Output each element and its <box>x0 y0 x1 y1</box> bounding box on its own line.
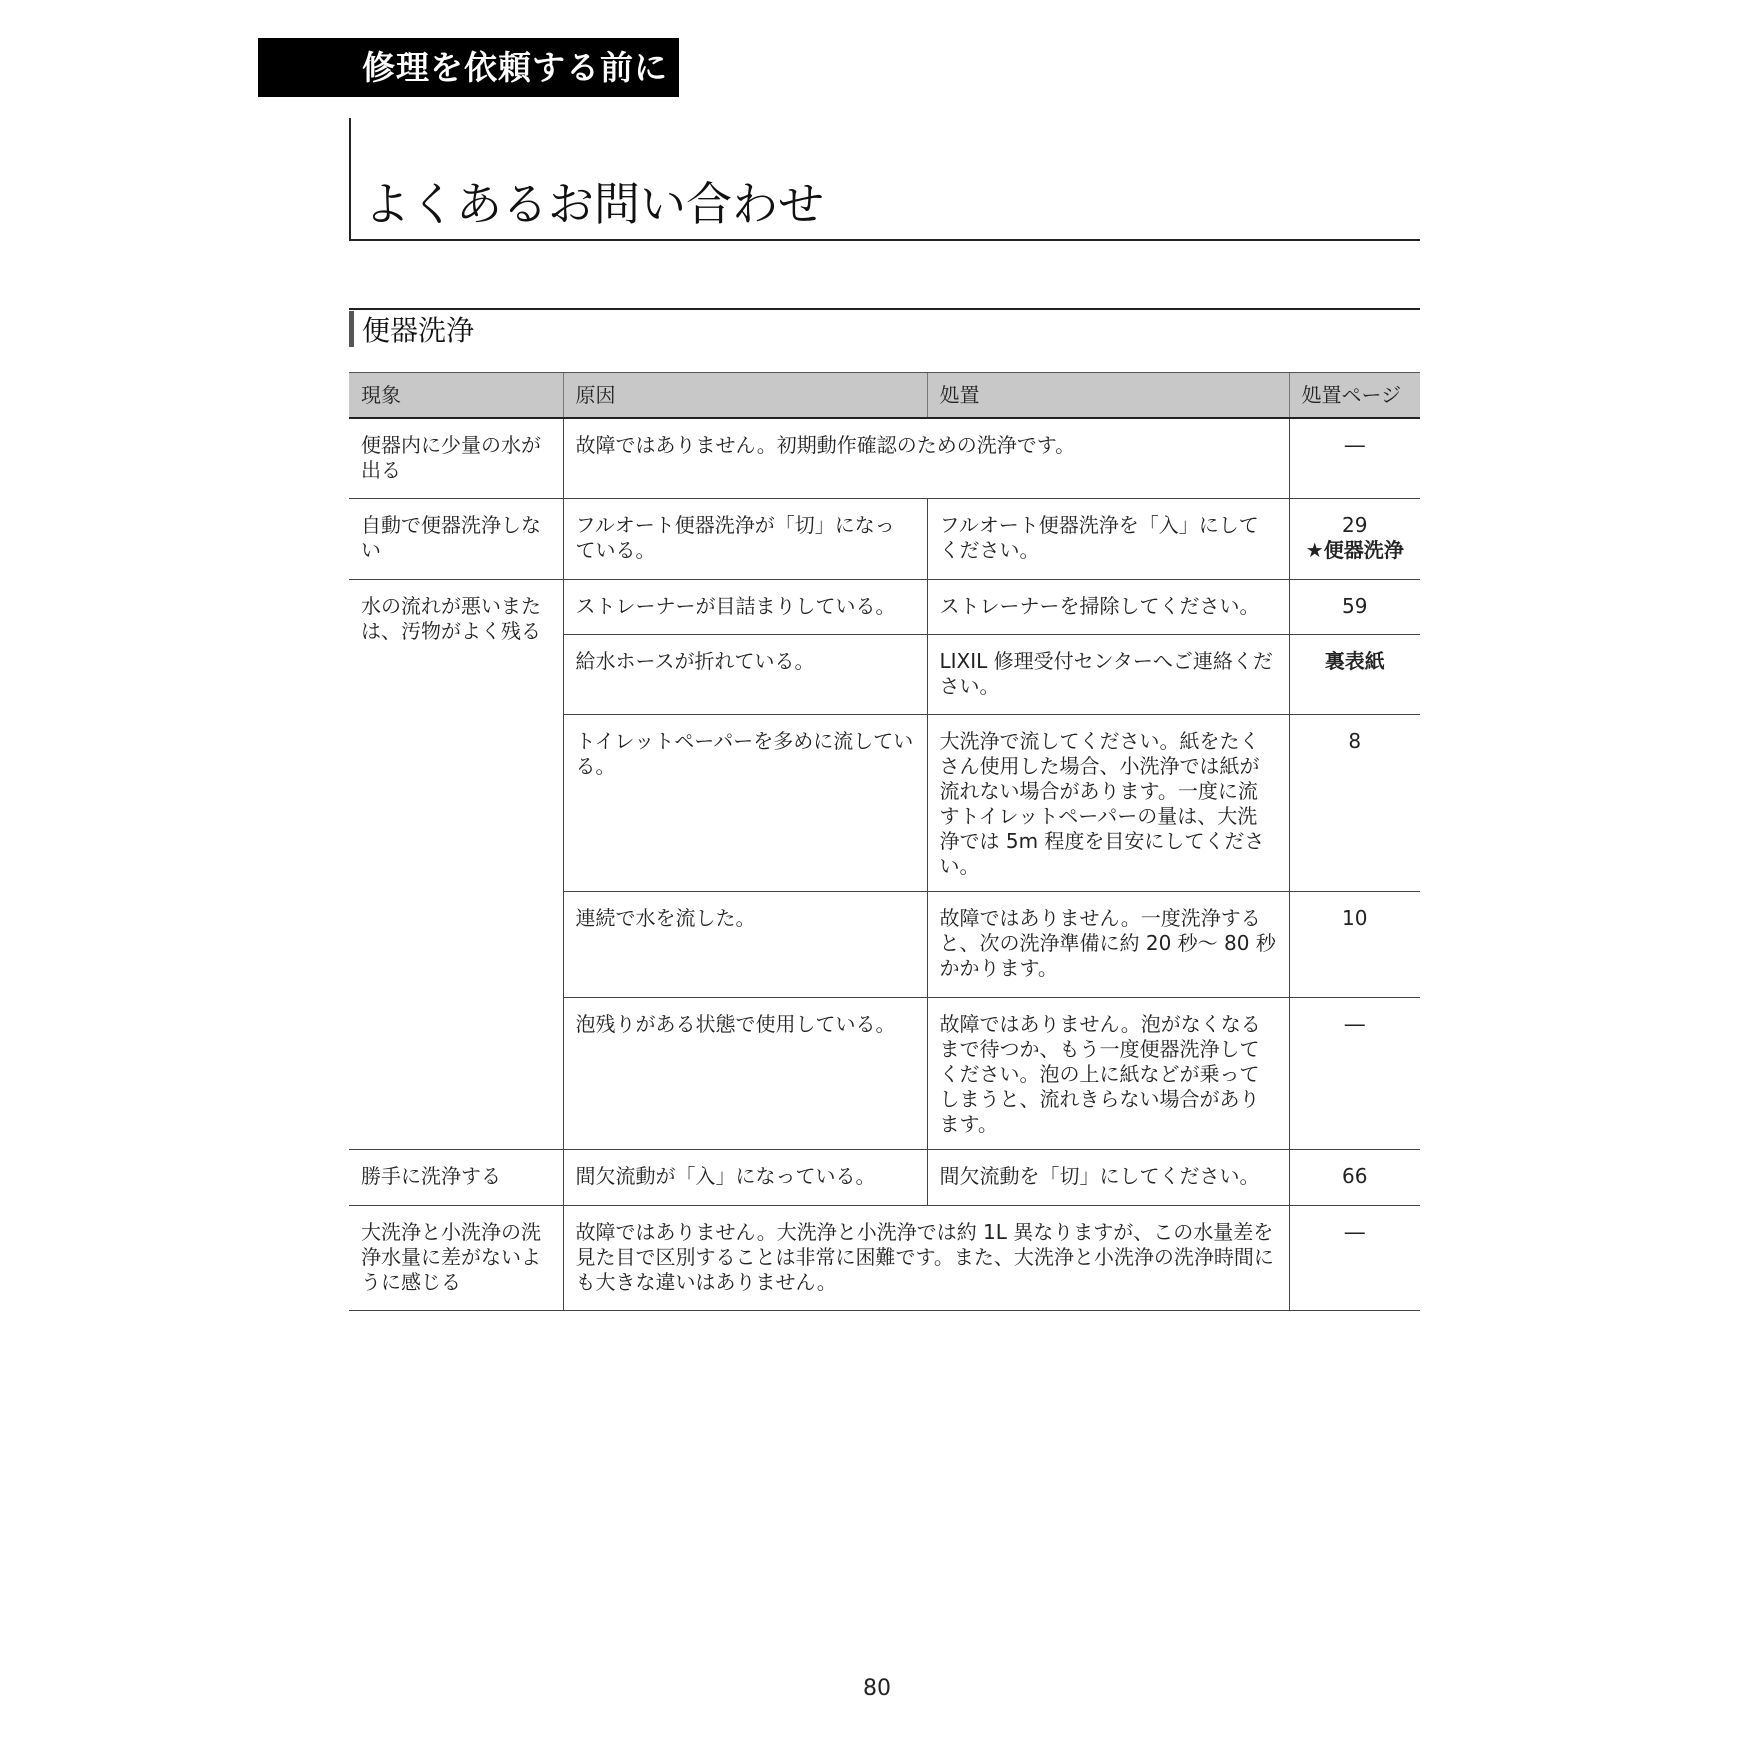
table-row <box>349 418 1420 498</box>
table-header-row <box>349 373 1420 419</box>
page-cell: 8 <box>1289 714 1420 891</box>
section-rule <box>349 308 1420 310</box>
page-cell <box>1289 498 1420 579</box>
section-title: 便器洗浄 <box>362 314 475 347</box>
cause-cell: フルオート便器洗浄が「切」になっている。 <box>563 498 927 579</box>
table-row <box>349 579 1420 634</box>
page-cell: 裏表紙 <box>1289 634 1420 714</box>
cause-cell: 間欠流動が「入」になっている。 <box>563 1149 927 1205</box>
page-cell: 59 <box>1289 579 1420 634</box>
cause-cell: ストレーナーが目詰まりしている。 <box>563 579 927 634</box>
action-cell: LIXIL 修理受付センターへご連絡ください。 <box>927 634 1289 714</box>
cause-cell: 泡残りがある状態で使用している。 <box>563 997 927 1149</box>
header-cause: 原因 <box>563 373 927 419</box>
cause-action-cell: 故障ではありません。初期動作確認のための洗浄です。 <box>563 418 1289 498</box>
action-cell: 大洗浄で流してください。紙をたくさん使用した場合、小洗浄では紙が流れない場合があります。一度に流すトイレットペーパーの量は、大洗浄では 5m 程度を目安にしてください。 <box>927 714 1289 891</box>
title-horizontal-rule <box>349 239 1420 241</box>
symptom-cell: 水の流れが悪いまたは、汚物がよく残る <box>349 579 563 1149</box>
page-number: 80 <box>863 1676 891 1701</box>
cause-cell: 給水ホースが折れている。 <box>563 634 927 714</box>
action-cell: 間欠流動を「切」にしてください。 <box>927 1149 1289 1205</box>
action-cell: ストレーナーを掃除してください。 <box>927 579 1289 634</box>
page-section-ref: ★便器洗浄 <box>1305 537 1404 562</box>
table-row <box>349 1205 1420 1310</box>
cause-cell: トイレットペーパーを多めに流している。 <box>563 714 927 891</box>
cause-action-cell: 故障ではありません。大洗浄と小洗浄では約 1L 異なりますが、この水量差を見た目で区別することは非常に困難です。また、大洗浄と小洗浄の洗浄時間にも大きな違いはありません。 <box>563 1205 1289 1310</box>
page-number-ref: 29 <box>1342 512 1368 537</box>
cause-cell: 連続で水を流した。 <box>563 891 927 997</box>
table-row <box>349 498 1420 579</box>
header-action: 処置 <box>927 373 1289 419</box>
page-title: よくあるお問い合わせ <box>364 177 824 231</box>
header-symptom: 現象 <box>349 373 563 419</box>
page-cell: ― <box>1289 1205 1420 1310</box>
symptom-cell: 便器内に少量の水が出る <box>349 418 563 498</box>
header-page: 処置ページ <box>1289 373 1420 419</box>
title-vertical-rule <box>349 118 351 240</box>
section-marker <box>349 311 354 347</box>
symptom-cell: 大洗浄と小洗浄の洗浄水量に差がないように感じる <box>349 1205 563 1310</box>
page-cell: ― <box>1289 418 1420 498</box>
chapter-title: 修理を依頼する前に <box>258 38 679 97</box>
action-cell: 故障ではありません。一度洗浄すると、次の洗浄準備に約 20 秒～ 80 秒かかります。 <box>927 891 1289 997</box>
symptom-cell: 勝手に洗浄する <box>349 1149 563 1205</box>
symptom-cell: 自動で便器洗浄しない <box>349 498 563 579</box>
page-cell: 10 <box>1289 891 1420 997</box>
page-cell: 66 <box>1289 1149 1420 1205</box>
table-row <box>349 1149 1420 1205</box>
faq-table <box>349 372 1420 1311</box>
action-cell: フルオート便器洗浄を「入」にしてください。 <box>927 498 1289 579</box>
page-cell: ― <box>1289 997 1420 1149</box>
action-cell: 故障ではありません。泡がなくなるまで待つか、もう一度便器洗浄してください。泡の上に紙などが乗ってしまうと、流れきらない場合があります。 <box>927 997 1289 1149</box>
